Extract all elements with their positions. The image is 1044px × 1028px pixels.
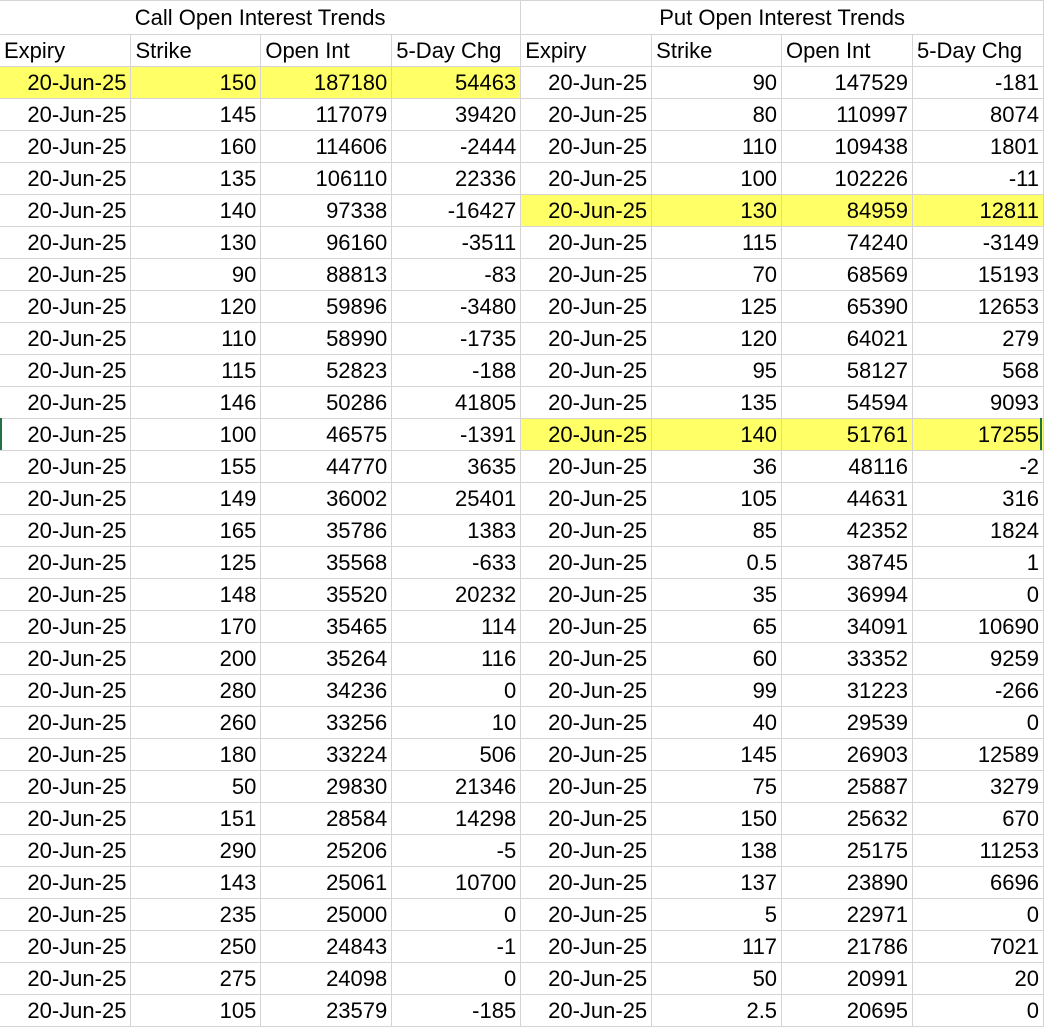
call-cell-strike[interactable]: 148 <box>131 579 261 611</box>
call-cell-strike[interactable]: 130 <box>131 227 261 259</box>
call-cell-open-int[interactable]: 114606 <box>261 131 392 163</box>
put-table-title[interactable]: Put Open Interest Trends <box>521 1 1044 35</box>
put-cell-open-int[interactable]: 29539 <box>782 707 913 739</box>
call-cell-strike[interactable]: 150 <box>131 67 261 99</box>
table-row <box>0 67 1044 99</box>
call-cell-5day-chg[interactable]: 54463 <box>392 67 521 99</box>
call-cell-expiry[interactable]: 20-Jun-25 <box>0 899 131 931</box>
table-row <box>0 451 1044 483</box>
call-cell-strike[interactable]: 135 <box>131 163 261 195</box>
call-cell-5day-chg[interactable]: 0 <box>392 899 521 931</box>
put-cell-strike[interactable]: 60 <box>652 643 782 675</box>
put-cell-expiry[interactable]: 20-Jun-25 <box>521 483 652 515</box>
table-row <box>0 707 1044 739</box>
put-cell-5day-chg[interactable]: 3279 <box>912 771 1043 803</box>
call-cell-5day-chg[interactable]: -1735 <box>392 323 521 355</box>
put-cell-open-int[interactable]: 36994 <box>782 579 913 611</box>
put-cell-strike[interactable]: 115 <box>652 227 782 259</box>
call-cell-open-int[interactable]: 35786 <box>261 515 392 547</box>
call-cell-expiry[interactable]: 20-Jun-25 <box>0 835 131 867</box>
call-cell-expiry[interactable]: 20-Jun-25 <box>0 99 131 131</box>
put-cell-5day-chg[interactable]: -2 <box>912 451 1043 483</box>
call-cell-expiry[interactable]: 20-Jun-25 <box>0 483 131 515</box>
put-cell-5day-chg[interactable]: -11 <box>912 163 1043 195</box>
call-cell-strike[interactable]: 125 <box>131 547 261 579</box>
put-cell-strike[interactable]: 137 <box>652 867 782 899</box>
put-cell-open-int[interactable]: 33352 <box>782 643 913 675</box>
call-cell-5day-chg[interactable]: -83 <box>392 259 521 291</box>
put-cell-open-int[interactable]: 65390 <box>782 291 913 323</box>
table-row <box>0 579 1044 611</box>
row-selection-marker <box>0 418 2 450</box>
call-header-expiry[interactable]: Expiry <box>0 35 131 67</box>
call-cell-expiry[interactable]: 20-Jun-25 <box>0 579 131 611</box>
put-cell-5day-chg[interactable]: -266 <box>912 675 1043 707</box>
call-table-title[interactable]: Call Open Interest Trends <box>0 1 521 35</box>
put-cell-strike[interactable]: 75 <box>652 771 782 803</box>
call-cell-open-int[interactable]: 29830 <box>261 771 392 803</box>
call-cell-open-int[interactable]: 96160 <box>261 227 392 259</box>
put-cell-expiry[interactable]: 20-Jun-25 <box>521 963 652 995</box>
call-cell-5day-chg[interactable]: -633 <box>392 547 521 579</box>
put-cell-open-int[interactable]: 31223 <box>782 675 913 707</box>
put-cell-expiry[interactable]: 20-Jun-25 <box>521 451 652 483</box>
call-cell-open-int[interactable]: 25206 <box>261 835 392 867</box>
call-cell-expiry[interactable]: 20-Jun-25 <box>0 291 131 323</box>
call-cell-open-int[interactable]: 35520 <box>261 579 392 611</box>
call-cell-expiry[interactable]: 20-Jun-25 <box>0 675 131 707</box>
put-cell-expiry[interactable]: 20-Jun-25 <box>521 611 652 643</box>
put-cell-strike[interactable]: 150 <box>652 803 782 835</box>
call-cell-strike[interactable]: 140 <box>131 195 261 227</box>
call-cell-5day-chg[interactable]: -1 <box>392 931 521 963</box>
put-cell-strike[interactable]: 100 <box>652 163 782 195</box>
put-cell-strike[interactable]: 85 <box>652 515 782 547</box>
put-cell-expiry[interactable]: 20-Jun-25 <box>521 579 652 611</box>
call-cell-open-int[interactable]: 117079 <box>261 99 392 131</box>
put-cell-strike[interactable]: 65 <box>652 611 782 643</box>
put-cell-5day-chg[interactable]: 15193 <box>912 259 1043 291</box>
put-cell-expiry[interactable]: 20-Jun-25 <box>521 899 652 931</box>
put-cell-open-int[interactable]: 110997 <box>782 99 913 131</box>
call-cell-5day-chg[interactable]: 10 <box>392 707 521 739</box>
put-header-strike[interactable]: Strike <box>652 35 782 67</box>
call-cell-5day-chg[interactable]: 506 <box>392 739 521 771</box>
put-cell-strike[interactable]: 140 <box>652 419 782 451</box>
put-header-open-int[interactable]: Open Int <box>782 35 913 67</box>
call-cell-strike[interactable]: 115 <box>131 355 261 387</box>
put-cell-expiry[interactable]: 20-Jun-25 <box>521 835 652 867</box>
put-cell-expiry[interactable]: 20-Jun-25 <box>521 867 652 899</box>
call-cell-strike[interactable]: 151 <box>131 803 261 835</box>
call-header-open-int[interactable]: Open Int <box>261 35 392 67</box>
put-cell-5day-chg[interactable]: 1 <box>912 547 1043 579</box>
put-cell-5day-chg[interactable]: -181 <box>912 67 1043 99</box>
call-cell-expiry[interactable]: 20-Jun-25 <box>0 867 131 899</box>
put-cell-strike[interactable]: 0.5 <box>652 547 782 579</box>
table-row <box>0 227 1044 259</box>
table-row <box>0 195 1044 227</box>
call-cell-5day-chg[interactable]: -188 <box>392 355 521 387</box>
put-cell-5day-chg[interactable]: 10690 <box>912 611 1043 643</box>
put-cell-expiry[interactable]: 20-Jun-25 <box>521 291 652 323</box>
put-cell-open-int[interactable]: 109438 <box>782 131 913 163</box>
table-row <box>0 259 1044 291</box>
put-cell-5day-chg[interactable]: 0 <box>912 707 1043 739</box>
put-cell-open-int[interactable]: 84959 <box>782 195 913 227</box>
call-cell-expiry[interactable]: 20-Jun-25 <box>0 931 131 963</box>
put-cell-expiry[interactable]: 20-Jun-25 <box>521 195 652 227</box>
call-cell-5day-chg[interactable]: 22336 <box>392 163 521 195</box>
put-cell-5day-chg[interactable]: 0 <box>912 899 1043 931</box>
call-cell-5day-chg[interactable]: -16427 <box>392 195 521 227</box>
put-cell-open-int[interactable]: 42352 <box>782 515 913 547</box>
put-cell-expiry[interactable]: 20-Jun-25 <box>521 419 652 451</box>
call-cell-open-int[interactable]: 23579 <box>261 995 392 1027</box>
call-cell-open-int[interactable]: 50286 <box>261 387 392 419</box>
put-cell-strike[interactable]: 36 <box>652 451 782 483</box>
put-cell-strike[interactable]: 80 <box>652 99 782 131</box>
call-cell-expiry[interactable]: 20-Jun-25 <box>0 515 131 547</box>
table-row <box>0 291 1044 323</box>
call-cell-expiry[interactable]: 20-Jun-25 <box>0 707 131 739</box>
table-row <box>0 931 1044 963</box>
call-cell-5day-chg[interactable]: 14298 <box>392 803 521 835</box>
put-cell-5day-chg[interactable]: 316 <box>912 483 1043 515</box>
put-cell-expiry[interactable]: 20-Jun-25 <box>521 163 652 195</box>
call-cell-expiry[interactable]: 20-Jun-25 <box>0 355 131 387</box>
call-cell-expiry[interactable]: 20-Jun-25 <box>0 963 131 995</box>
table-row <box>0 323 1044 355</box>
put-cell-5day-chg[interactable]: 1801 <box>912 131 1043 163</box>
call-cell-open-int[interactable]: 59896 <box>261 291 392 323</box>
put-cell-expiry[interactable]: 20-Jun-25 <box>521 675 652 707</box>
table-row <box>0 995 1044 1027</box>
put-cell-open-int[interactable]: 25632 <box>782 803 913 835</box>
put-cell-5day-chg[interactable]: 9259 <box>912 643 1043 675</box>
put-cell-expiry[interactable]: 20-Jun-25 <box>521 67 652 99</box>
put-cell-strike[interactable]: 90 <box>652 67 782 99</box>
call-cell-strike[interactable]: 160 <box>131 131 261 163</box>
put-cell-expiry[interactable]: 20-Jun-25 <box>521 323 652 355</box>
table-row <box>0 771 1044 803</box>
put-cell-strike[interactable]: 145 <box>652 739 782 771</box>
call-header-strike[interactable]: Strike <box>131 35 261 67</box>
call-cell-5day-chg[interactable]: 39420 <box>392 99 521 131</box>
put-cell-expiry[interactable]: 20-Jun-25 <box>521 707 652 739</box>
call-cell-open-int[interactable]: 35568 <box>261 547 392 579</box>
call-cell-strike[interactable]: 50 <box>131 771 261 803</box>
put-cell-strike[interactable]: 2.5 <box>652 995 782 1027</box>
put-cell-5day-chg[interactable]: 568 <box>912 355 1043 387</box>
call-cell-5day-chg[interactable]: 0 <box>392 963 521 995</box>
call-cell-open-int[interactable]: 34236 <box>261 675 392 707</box>
table-row <box>0 835 1044 867</box>
call-cell-open-int[interactable]: 24843 <box>261 931 392 963</box>
call-cell-expiry[interactable]: 20-Jun-25 <box>0 163 131 195</box>
table-row <box>0 515 1044 547</box>
call-cell-open-int[interactable]: 35264 <box>261 643 392 675</box>
put-cell-5day-chg[interactable]: 11253 <box>912 835 1043 867</box>
call-cell-strike[interactable]: 260 <box>131 707 261 739</box>
call-cell-expiry[interactable]: 20-Jun-25 <box>0 131 131 163</box>
call-cell-open-int[interactable]: 52823 <box>261 355 392 387</box>
call-cell-5day-chg[interactable]: 0 <box>392 675 521 707</box>
put-cell-open-int[interactable]: 38745 <box>782 547 913 579</box>
call-cell-strike[interactable]: 120 <box>131 291 261 323</box>
call-cell-open-int[interactable]: 25061 <box>261 867 392 899</box>
call-cell-open-int[interactable]: 97338 <box>261 195 392 227</box>
call-cell-strike[interactable]: 170 <box>131 611 261 643</box>
call-cell-strike[interactable]: 145 <box>131 99 261 131</box>
table-row <box>0 547 1044 579</box>
table-row <box>0 675 1044 707</box>
put-cell-strike[interactable]: 5 <box>652 899 782 931</box>
call-cell-strike[interactable]: 105 <box>131 995 261 1027</box>
cell-selection-edge <box>1040 418 1042 450</box>
put-cell-expiry[interactable]: 20-Jun-25 <box>521 259 652 291</box>
put-cell-strike[interactable]: 70 <box>652 259 782 291</box>
put-cell-open-int[interactable]: 64021 <box>782 323 913 355</box>
put-cell-open-int[interactable]: 23890 <box>782 867 913 899</box>
call-cell-open-int[interactable]: 88813 <box>261 259 392 291</box>
put-cell-open-int[interactable]: 68569 <box>782 259 913 291</box>
table-row <box>0 739 1044 771</box>
call-cell-5day-chg[interactable]: 20232 <box>392 579 521 611</box>
call-cell-strike[interactable]: 165 <box>131 515 261 547</box>
call-cell-open-int[interactable]: 44770 <box>261 451 392 483</box>
call-cell-strike[interactable]: 290 <box>131 835 261 867</box>
put-cell-strike[interactable]: 95 <box>652 355 782 387</box>
put-cell-expiry[interactable]: 20-Jun-25 <box>521 515 652 547</box>
put-cell-strike[interactable]: 138 <box>652 835 782 867</box>
table-row <box>0 131 1044 163</box>
call-cell-open-int[interactable]: 36002 <box>261 483 392 515</box>
put-cell-open-int[interactable]: 25175 <box>782 835 913 867</box>
put-cell-strike[interactable]: 40 <box>652 707 782 739</box>
put-cell-expiry[interactable]: 20-Jun-25 <box>521 547 652 579</box>
put-cell-expiry[interactable]: 20-Jun-25 <box>521 803 652 835</box>
table-row <box>0 163 1044 195</box>
call-cell-strike[interactable]: 143 <box>131 867 261 899</box>
put-cell-open-int[interactable]: 147529 <box>782 67 913 99</box>
call-cell-expiry[interactable]: 20-Jun-25 <box>0 323 131 355</box>
put-cell-5day-chg[interactable]: 20 <box>912 963 1043 995</box>
put-cell-open-int[interactable]: 20695 <box>782 995 913 1027</box>
table-row <box>0 643 1044 675</box>
put-cell-strike[interactable]: 120 <box>652 323 782 355</box>
put-cell-expiry[interactable]: 20-Jun-25 <box>521 643 652 675</box>
call-cell-open-int[interactable]: 187180 <box>261 67 392 99</box>
table-row <box>0 387 1044 419</box>
table-row <box>0 867 1044 899</box>
call-cell-5day-chg[interactable]: -3480 <box>392 291 521 323</box>
call-cell-5day-chg[interactable]: -3511 <box>392 227 521 259</box>
call-cell-open-int[interactable]: 35465 <box>261 611 392 643</box>
put-cell-5day-chg[interactable]: 8074 <box>912 99 1043 131</box>
put-cell-strike[interactable]: 99 <box>652 675 782 707</box>
table-row <box>0 419 1044 451</box>
call-cell-open-int[interactable]: 28584 <box>261 803 392 835</box>
put-cell-expiry[interactable]: 20-Jun-25 <box>521 995 652 1027</box>
table-row <box>0 99 1044 131</box>
put-cell-5day-chg[interactable]: 6696 <box>912 867 1043 899</box>
put-cell-5day-chg[interactable]: 12811 <box>912 195 1043 227</box>
put-cell-open-int[interactable]: 58127 <box>782 355 913 387</box>
put-cell-open-int[interactable]: 44631 <box>782 483 913 515</box>
put-cell-5day-chg[interactable]: 1824 <box>912 515 1043 547</box>
put-cell-expiry[interactable]: 20-Jun-25 <box>521 387 652 419</box>
call-cell-strike[interactable]: 146 <box>131 387 261 419</box>
call-cell-open-int[interactable]: 25000 <box>261 899 392 931</box>
put-cell-open-int[interactable]: 21786 <box>782 931 913 963</box>
call-cell-5day-chg[interactable]: 116 <box>392 643 521 675</box>
call-cell-expiry[interactable]: 20-Jun-25 <box>0 419 131 451</box>
put-cell-open-int[interactable]: 74240 <box>782 227 913 259</box>
call-cell-expiry[interactable]: 20-Jun-25 <box>0 227 131 259</box>
call-cell-expiry[interactable]: 20-Jun-25 <box>0 739 131 771</box>
put-cell-strike[interactable]: 125 <box>652 291 782 323</box>
call-cell-strike[interactable]: 200 <box>131 643 261 675</box>
table-row <box>0 611 1044 643</box>
call-cell-open-int[interactable]: 33256 <box>261 707 392 739</box>
call-cell-open-int[interactable]: 106110 <box>261 163 392 195</box>
put-cell-strike[interactable]: 135 <box>652 387 782 419</box>
put-cell-strike[interactable]: 130 <box>652 195 782 227</box>
call-header-5day-chg[interactable]: 5-Day Chg <box>392 35 521 67</box>
table-row <box>0 483 1044 515</box>
put-cell-expiry[interactable]: 20-Jun-25 <box>521 739 652 771</box>
call-cell-strike[interactable]: 90 <box>131 259 261 291</box>
call-cell-expiry[interactable]: 20-Jun-25 <box>0 803 131 835</box>
call-cell-expiry[interactable]: 20-Jun-25 <box>0 387 131 419</box>
put-cell-expiry[interactable]: 20-Jun-25 <box>521 355 652 387</box>
call-cell-strike[interactable]: 275 <box>131 963 261 995</box>
put-cell-strike[interactable]: 105 <box>652 483 782 515</box>
call-cell-expiry[interactable]: 20-Jun-25 <box>0 67 131 99</box>
call-cell-strike[interactable]: 250 <box>131 931 261 963</box>
put-cell-open-int[interactable]: 51761 <box>782 419 913 451</box>
put-cell-expiry[interactable]: 20-Jun-25 <box>521 931 652 963</box>
put-cell-expiry[interactable]: 20-Jun-25 <box>521 99 652 131</box>
call-cell-expiry[interactable]: 20-Jun-25 <box>0 611 131 643</box>
title-row <box>0 1 1044 35</box>
call-cell-5day-chg[interactable]: -185 <box>392 995 521 1027</box>
call-cell-5day-chg[interactable]: -5 <box>392 835 521 867</box>
put-cell-5day-chg[interactable]: 670 <box>912 803 1043 835</box>
put-cell-expiry[interactable]: 20-Jun-25 <box>521 131 652 163</box>
call-cell-expiry[interactable]: 20-Jun-25 <box>0 259 131 291</box>
put-cell-open-int[interactable]: 54594 <box>782 387 913 419</box>
put-cell-5day-chg[interactable]: 0 <box>912 995 1043 1027</box>
call-cell-expiry[interactable]: 20-Jun-25 <box>0 643 131 675</box>
call-cell-5day-chg[interactable]: 114 <box>392 611 521 643</box>
put-cell-strike[interactable]: 117 <box>652 931 782 963</box>
call-cell-open-int[interactable]: 24098 <box>261 963 392 995</box>
call-cell-5day-chg[interactable]: -1391 <box>392 419 521 451</box>
put-cell-expiry[interactable]: 20-Jun-25 <box>521 227 652 259</box>
put-header-expiry[interactable]: Expiry <box>521 35 652 67</box>
put-cell-5day-chg[interactable]: -3149 <box>912 227 1043 259</box>
call-cell-strike[interactable]: 100 <box>131 419 261 451</box>
put-cell-5day-chg[interactable]: 0 <box>912 579 1043 611</box>
call-cell-strike[interactable]: 180 <box>131 739 261 771</box>
call-cell-strike[interactable]: 155 <box>131 451 261 483</box>
call-cell-expiry[interactable]: 20-Jun-25 <box>0 771 131 803</box>
call-cell-5day-chg[interactable]: -2444 <box>392 131 521 163</box>
put-cell-open-int[interactable]: 20991 <box>782 963 913 995</box>
call-cell-5day-chg[interactable]: 25401 <box>392 483 521 515</box>
put-cell-5day-chg[interactable]: 12653 <box>912 291 1043 323</box>
put-cell-open-int[interactable]: 34091 <box>782 611 913 643</box>
put-cell-open-int[interactable]: 25887 <box>782 771 913 803</box>
table-row <box>0 803 1044 835</box>
put-cell-5day-chg[interactable]: 9093 <box>912 387 1043 419</box>
call-cell-5day-chg[interactable]: 41805 <box>392 387 521 419</box>
call-cell-expiry[interactable]: 20-Jun-25 <box>0 195 131 227</box>
call-cell-5day-chg[interactable]: 21346 <box>392 771 521 803</box>
put-cell-open-int[interactable]: 48116 <box>782 451 913 483</box>
put-cell-strike[interactable]: 35 <box>652 579 782 611</box>
call-cell-open-int[interactable]: 58990 <box>261 323 392 355</box>
call-cell-strike[interactable]: 235 <box>131 899 261 931</box>
put-cell-open-int[interactable]: 22971 <box>782 899 913 931</box>
put-cell-5day-chg[interactable]: 279 <box>912 323 1043 355</box>
table-row <box>0 355 1044 387</box>
call-cell-5day-chg[interactable]: 10700 <box>392 867 521 899</box>
put-cell-5day-chg[interactable]: 12589 <box>912 739 1043 771</box>
put-cell-open-int[interactable]: 102226 <box>782 163 913 195</box>
call-cell-open-int[interactable]: 46575 <box>261 419 392 451</box>
call-cell-strike[interactable]: 280 <box>131 675 261 707</box>
call-cell-expiry[interactable]: 20-Jun-25 <box>0 995 131 1027</box>
put-cell-5day-chg[interactable]: 17255 <box>912 419 1043 451</box>
table-row <box>0 899 1044 931</box>
put-cell-strike[interactable]: 50 <box>652 963 782 995</box>
header-row <box>0 35 1044 67</box>
table-row <box>0 963 1044 995</box>
call-cell-expiry[interactable]: 20-Jun-25 <box>0 547 131 579</box>
call-cell-strike[interactable]: 149 <box>131 483 261 515</box>
put-cell-5day-chg[interactable]: 7021 <box>912 931 1043 963</box>
call-cell-5day-chg[interactable]: 3635 <box>392 451 521 483</box>
put-cell-expiry[interactable]: 20-Jun-25 <box>521 771 652 803</box>
put-cell-open-int[interactable]: 26903 <box>782 739 913 771</box>
put-cell-strike[interactable]: 110 <box>652 131 782 163</box>
call-cell-5day-chg[interactable]: 1383 <box>392 515 521 547</box>
put-header-5day-chg[interactable]: 5-Day Chg <box>912 35 1043 67</box>
call-cell-open-int[interactable]: 33224 <box>261 739 392 771</box>
call-cell-strike[interactable]: 110 <box>131 323 261 355</box>
call-cell-expiry[interactable]: 20-Jun-25 <box>0 451 131 483</box>
